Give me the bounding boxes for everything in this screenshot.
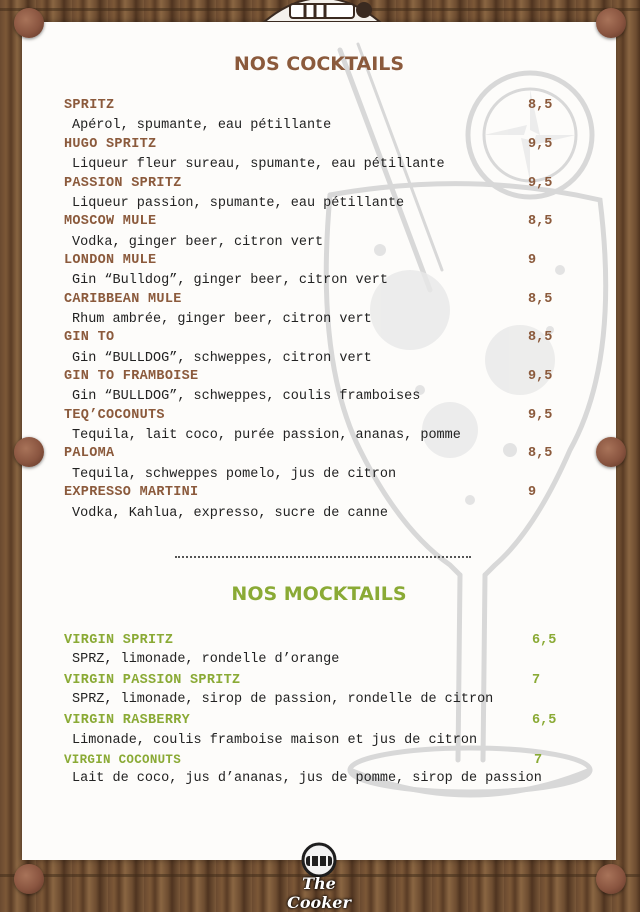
item-description: Liqueur passion, spumante, eau pétillante xyxy=(72,196,405,211)
item-name: VIRGIN SPRITZ xyxy=(64,633,174,648)
logo-text: The Cooker xyxy=(287,874,351,912)
cocktail-item xyxy=(64,292,564,312)
item-description: Lait de coco, jus d’ananas, jus de pomme, sirop de passion xyxy=(72,771,542,786)
item-description: Vodka, Kahlua, expresso, sucre de canne xyxy=(72,506,388,521)
cocktail-item xyxy=(64,446,564,466)
item-description: Liqueur fleur sureau, spumante, eau pétillante xyxy=(72,157,445,172)
cocktail-item xyxy=(64,98,564,118)
nail-bottom-left xyxy=(14,864,44,894)
item-name: PALOMA xyxy=(64,446,115,461)
item-price: 9,5 xyxy=(528,137,553,152)
item-price: 8,5 xyxy=(528,214,553,229)
cocktail-item xyxy=(64,408,564,428)
cocktail-item xyxy=(64,330,564,350)
item-description: Gin “BULLDOG”, schweppes, coulis framboises xyxy=(72,389,421,404)
item-price: 8,5 xyxy=(528,292,553,307)
cocktail-item xyxy=(64,137,564,157)
mocktail-item xyxy=(64,633,564,653)
section-divider xyxy=(175,556,471,558)
item-price: 8,5 xyxy=(528,330,553,345)
cocktail-item xyxy=(64,176,564,196)
item-description: Apérol, spumante, eau pétillante xyxy=(72,118,332,133)
item-price: 6,5 xyxy=(532,633,557,648)
item-price: 8,5 xyxy=(528,446,553,461)
cocktail-item xyxy=(64,253,564,273)
item-name: GIN TO FRAMBOISE xyxy=(64,369,199,384)
mocktail-item xyxy=(64,673,564,693)
mocktails-section-title: NOS MOCKTAILS xyxy=(231,583,407,605)
item-name: EXPRESSO MARTINI xyxy=(64,485,199,500)
item-description: Limonade, coulis framboise maison et jus de citron xyxy=(72,733,478,748)
item-price: 9,5 xyxy=(528,408,553,423)
item-name: PASSION SPRITZ xyxy=(64,176,182,191)
item-name: VIRGIN RASBERRY xyxy=(64,713,191,728)
item-description: Vodka, ginger beer, citron vert xyxy=(72,235,324,250)
helmet-logo-icon xyxy=(278,838,360,878)
mocktail-item xyxy=(64,713,564,733)
item-name: SPRITZ xyxy=(64,98,115,113)
cocktail-item xyxy=(64,369,564,389)
item-price: 9,5 xyxy=(528,369,553,384)
item-price: 8,5 xyxy=(528,98,553,113)
item-name: CARIBBEAN MULE xyxy=(64,292,182,307)
item-description: SPRZ, limonade, sirop de passion, rondelle de citron xyxy=(72,692,494,707)
cocktail-item xyxy=(64,214,564,234)
item-name: MOSCOW MULE xyxy=(64,214,157,229)
item-name: TEQ’COCONUTS xyxy=(64,408,165,423)
item-price: 9 xyxy=(528,253,537,268)
nail-middle-right xyxy=(596,437,626,467)
item-description: Tequila, lait coco, purée passion, ananas, pomme xyxy=(72,428,461,443)
item-description: Gin “Bulldog”, ginger beer, citron vert xyxy=(72,273,388,288)
item-name: VIRGIN PASSION SPRITZ xyxy=(64,673,241,688)
the-cooker-logo xyxy=(278,838,360,912)
item-name: HUGO SPRITZ xyxy=(64,137,157,152)
item-price: 7 xyxy=(532,673,541,688)
helmet-logo-icon xyxy=(260,0,384,22)
item-price: 6,5 xyxy=(532,713,557,728)
item-description: SPRZ, limonade, rondelle d’orange xyxy=(72,652,340,667)
cocktails-section-title: NOS COCKTAILS xyxy=(233,53,405,75)
item-name: VIRGIN COCONUTS xyxy=(64,753,182,767)
item-description: Gin “BULLDOG”, schweppes, citron vert xyxy=(72,351,372,366)
item-description: Tequila, schweppes pomelo, jus de citron xyxy=(72,467,397,482)
nail-bottom-right xyxy=(596,864,626,894)
nail-top-left xyxy=(14,8,44,38)
item-price: 7 xyxy=(534,753,543,768)
nail-middle-left xyxy=(14,437,44,467)
nail-top-right xyxy=(596,8,626,38)
item-price: 9,5 xyxy=(528,176,553,191)
mocktail-item xyxy=(64,753,564,773)
item-price: 9 xyxy=(528,485,537,500)
item-name: GIN TO xyxy=(64,330,115,345)
cocktail-item xyxy=(64,485,564,505)
item-name: LONDON MULE xyxy=(64,253,157,268)
item-description: Rhum ambrée, ginger beer, citron vert xyxy=(72,312,372,327)
